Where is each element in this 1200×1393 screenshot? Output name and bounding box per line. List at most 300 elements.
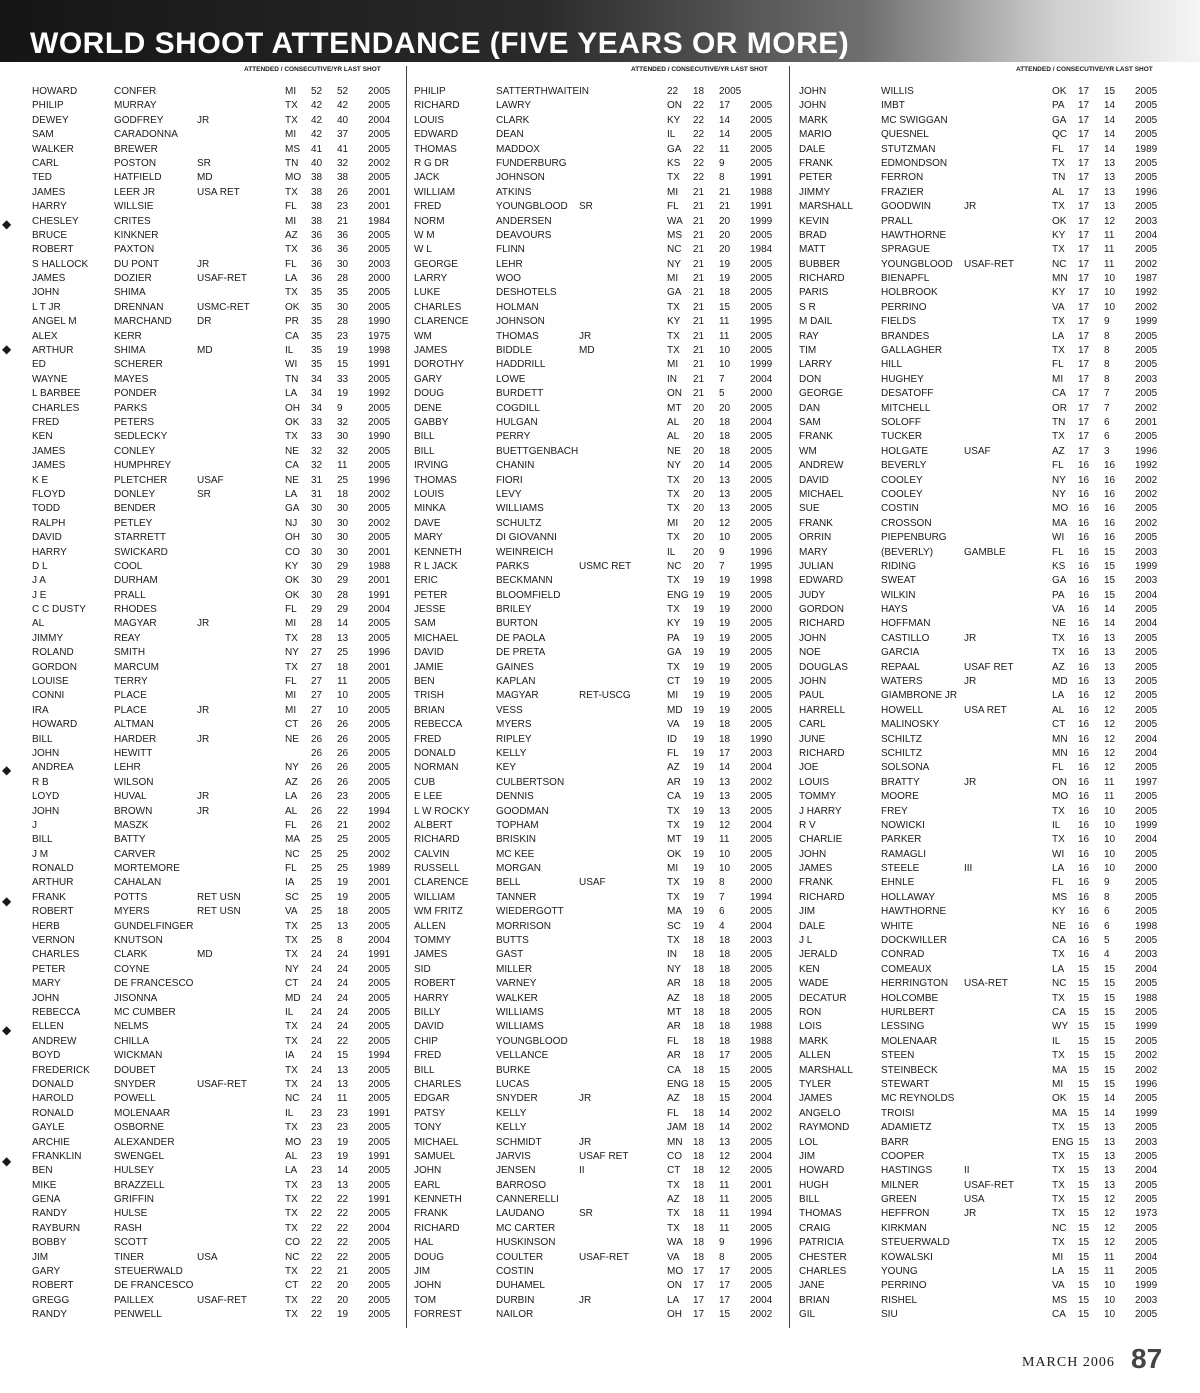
last-name: DE PAOLA [496,632,546,644]
last-name: SNYDER [114,1078,156,1090]
last-shot-year: 2005 [368,1021,391,1033]
suffix: MD [197,345,213,357]
state: CT [1052,719,1066,731]
state: TN [1052,172,1066,184]
state: TX [667,661,680,673]
last-shot-year: 2005 [1135,1266,1158,1278]
state: MI [285,618,297,630]
last-shot-year: 2005 [368,719,391,731]
first-name: REBECCA [414,719,463,731]
first-name: ROBERT [32,244,74,256]
last-shot-year: 1991 [750,201,773,213]
consecutive-count: 10 [337,690,349,702]
attended-count: 22 [311,1208,323,1220]
attended-count: 20 [693,532,705,544]
consecutive-count: 19 [719,661,731,673]
last-name: COOLEY [881,488,923,500]
state: TX [285,1122,298,1134]
last-name: DE FRANCESCO [114,1280,194,1292]
attended-count: 22 [311,1294,323,1306]
last-name: STARRETT [114,532,167,544]
last-name: MILLER [496,963,533,975]
attended-count: 16 [1078,503,1090,515]
consecutive-count: 16 [1104,503,1116,515]
last-shot-year: 2002 [1135,474,1158,486]
first-name: DAVID [799,474,829,486]
last-shot-year: 2002 [1135,258,1158,270]
last-shot-year: 2005 [1135,129,1158,141]
last-name: ADAMIETZ [881,1122,932,1134]
last-name: FUNDERBURG [496,157,567,169]
state: TX [1052,1237,1065,1249]
last-name: DEAN [496,129,524,141]
state: MO [1052,503,1069,515]
first-name: BEN [32,1165,53,1177]
last-shot-year: 2003 [750,747,773,759]
state: OR [1052,402,1067,414]
state: TX [667,474,680,486]
state: TX [667,935,680,947]
attended-count: 20 [693,517,705,529]
first-name: PATRICIA [799,1237,844,1249]
first-name: DALE [799,920,826,932]
last-name: CANNERELLI [496,1194,559,1206]
consecutive-count: 13 [719,791,731,803]
first-name: DOUGLAS [799,661,848,673]
first-name: MARSHALL [799,1064,853,1076]
last-shot-year: 2005 [368,1266,391,1278]
attended-count: 27 [311,661,323,673]
attended-count: 19 [693,719,705,731]
first-name: BUBBER [799,258,841,270]
last-shot-year: 2005 [368,992,391,1004]
first-name: CHESTER [799,1251,847,1263]
state: TX [667,1208,680,1220]
first-name: CONNI [32,690,65,702]
state: TX [667,1179,680,1191]
attended-count: 22 [311,1237,323,1249]
last-name: WOO [496,273,521,285]
first-name: GIL [799,1309,816,1321]
last-name: HUSKINSON [496,1237,556,1249]
consecutive-count: 15 [1104,1035,1116,1047]
consecutive-count: 8 [719,877,725,889]
last-name: CLARK [496,114,530,126]
state: WA [667,1237,683,1249]
state: CA [1052,935,1066,947]
consecutive-count: 14 [1104,114,1116,126]
first-name: FRANK [799,431,833,443]
first-name: CRAIG [799,1222,831,1234]
consecutive-count: 18 [719,1007,731,1018]
consecutive-count: 8 [719,172,725,184]
last-name: BROWN [114,805,153,817]
last-name: COULTER [496,1251,544,1263]
last-name: COGDILL [496,402,540,414]
first-name: BRIAN [414,704,445,716]
last-name: RASH [114,1222,142,1234]
state: TX [1052,316,1065,328]
attended-count: 21 [693,330,705,342]
last-name: GIAMBRONE JR [881,690,958,702]
last-name: GREEN [881,1194,917,1206]
last-shot-year: 2005 [368,244,391,256]
consecutive-count: 10 [719,345,731,357]
last-name: SCHULTZ [496,517,542,529]
last-shot-year: 2005 [750,949,773,961]
first-name: SAMUEL [414,1150,456,1162]
state: LA [1052,963,1065,975]
state: OK [285,589,300,601]
state: VA [1052,604,1065,616]
last-name: HOLCOMBE [881,992,939,1004]
first-name: DALE [799,143,826,155]
attended-count: 20 [693,445,705,457]
last-shot-year: 2005 [1135,330,1158,342]
last-name: HULGAN [496,416,538,428]
last-shot-year: 2004 [750,1093,773,1105]
first-name: R G DR [414,157,449,169]
last-shot-year: 2003 [750,935,773,947]
attended-count: 16 [1078,848,1090,860]
first-name: HARRY [414,992,449,1004]
attended-count: 16 [1078,776,1090,788]
state: CO [285,1237,300,1249]
last-shot-year: 2003 [1135,373,1158,385]
consecutive-count: 13 [719,776,731,788]
last-shot-year: 1988 [368,560,391,572]
consecutive-count: 52 [337,86,349,97]
consecutive-count: 12 [1104,1237,1116,1249]
suffix: USAF-RET [197,1294,247,1306]
consecutive-count: 11 [719,834,730,846]
last-shot-year: 1998 [1135,920,1158,932]
last-name: SCHILTZ [881,733,922,745]
first-name: JAMES [799,863,833,875]
attended-count: 42 [311,114,323,126]
first-name: DOUG [414,1251,444,1263]
last-name: HILL [881,359,903,371]
attended-count: 21 [693,244,705,256]
last-shot-year: 2005 [750,1050,773,1062]
state: TX [1052,244,1065,256]
first-name: LOUIS [414,114,445,126]
attended-count: 18 [693,1194,705,1206]
attended-count: 20 [693,402,705,414]
state: TX [1052,1122,1065,1134]
first-name: HERB [32,920,60,932]
last-name: SCHERER [114,359,163,371]
last-name: CARVER [114,848,156,860]
state: TX [285,1021,298,1033]
consecutive-count: 28 [337,589,349,601]
state: IA [285,1050,295,1062]
consecutive-count: 8 [1104,330,1110,342]
consecutive-count: 30 [337,532,349,544]
consecutive-count: 14 [1104,143,1116,155]
last-name: NAILOR [496,1309,534,1321]
consecutive-count: 18 [337,661,349,673]
attended-count: 24 [311,1093,323,1105]
consecutive-count: 18 [719,719,731,731]
consecutive-count: 15 [337,1050,349,1062]
attended-count: 24 [311,963,323,975]
first-name: GAYLE [32,1122,65,1134]
last-shot-year: 2005 [750,445,773,457]
attended-count: 32 [311,460,323,472]
state: TX [667,819,680,831]
consecutive-count: 28 [337,273,349,285]
attended-count: 17 [1078,229,1090,241]
last-name: MASZK [114,819,149,831]
consecutive-count: 19 [719,258,731,270]
attended-count: 25 [311,891,323,903]
state: IA [285,877,295,889]
first-name: FRED [414,733,442,745]
attended-count: 19 [693,762,705,774]
attended-count: 18 [693,1122,705,1134]
last-name: FERRON [881,172,924,184]
first-name: RANDY [32,1208,68,1220]
consecutive-count: 15 [719,1078,731,1090]
last-name: BARR [881,1136,909,1148]
last-shot-year: 1996 [368,474,391,486]
state: IL [667,129,676,141]
first-name: HUGH [799,1179,829,1191]
consecutive-count: 7 [1104,388,1110,400]
attended-count: 22 [311,1309,323,1321]
consecutive-count: 15 [1104,1007,1116,1018]
attended-count: 19 [693,747,705,759]
attended-count: 38 [311,186,323,198]
first-name: JIM [799,906,816,918]
last-shot-year: 2005 [1135,791,1158,803]
state: FL [285,863,297,875]
attended-count: 31 [311,474,323,486]
consecutive-count: 26 [337,186,349,198]
consecutive-count: 15 [1104,963,1116,975]
first-name: CHARLIE [799,834,843,846]
last-shot-year: 2005 [750,863,773,875]
last-shot-year: 2005 [1135,503,1158,515]
last-name: COOL [114,560,143,572]
attended-count: 26 [311,776,323,788]
last-shot-year: 2005 [750,1064,773,1076]
state: GA [1052,114,1067,126]
state: MO [285,1136,302,1148]
margin-bullet-icon: ◆ [2,1023,12,1037]
state: NJ [285,517,298,529]
attended-count: 16 [1078,935,1090,947]
consecutive-count: 18 [719,733,731,745]
last-name: DOZIER [114,273,152,285]
state: TX [667,877,680,889]
first-name: LOUISE [32,676,69,688]
last-name: BRILEY [496,604,532,616]
attended-count: 17 [1078,373,1090,385]
first-name: GORDON [32,661,77,673]
last-name: ALEXANDER [114,1136,175,1148]
attended-count: 17 [1078,359,1090,371]
consecutive-count: 6 [1104,416,1110,428]
last-name: HAYS [881,604,908,616]
state: LA [285,1165,298,1177]
first-name: FORREST [414,1309,462,1321]
first-name: MIKE [32,1179,57,1191]
consecutive-count: 19 [719,604,731,616]
first-name: CLARENCE [414,316,469,328]
last-name: STEUERWALD [114,1266,183,1278]
state: AZ [285,229,298,241]
attended-count: 17 [1078,273,1090,285]
first-name: JIM [799,1150,816,1162]
consecutive-count: 7 [719,560,725,572]
last-shot-year: 1999 [1135,1107,1158,1119]
consecutive-count: 7 [719,891,725,903]
last-shot-year: 2005 [368,1280,391,1292]
first-name: GORDON [799,604,844,616]
consecutive-count: 18 [719,978,731,990]
last-name: DONLEY [114,488,156,500]
state: MI [285,215,297,227]
suffix: USA RET [197,186,240,198]
state: VA [1052,1280,1065,1292]
first-name: JOHN [799,676,827,688]
state: VA [1052,301,1065,313]
state: IL [1052,819,1061,831]
consecutive-count: 36 [337,244,349,256]
consecutive-count: 14 [1104,604,1116,616]
last-shot-year: 1988 [1135,992,1158,1004]
last-name: KINKNER [114,229,159,241]
attended-count: 15 [1078,1237,1090,1249]
first-name: RICHARD [414,1222,460,1234]
last-shot-year: 2005 [750,517,773,529]
first-name: FRED [414,201,442,213]
consecutive-count: 22 [337,1035,349,1047]
first-name: TRISH [414,690,444,702]
state: TX [1052,1150,1065,1162]
last-shot-year: 2005 [1135,1194,1158,1206]
last-name: LAUDANO [496,1208,545,1220]
suffix: JR [197,733,210,745]
consecutive-count: 16 [1104,517,1116,529]
last-name: STEINBECK [881,1064,938,1076]
consecutive-count: 13 [1104,647,1116,659]
state: NC [667,244,682,256]
first-name: JUNE [799,733,826,745]
consecutive-count: 13 [719,488,731,500]
suffix: JR [964,201,977,213]
attended-count: 16 [1078,589,1090,601]
attended-count: 15 [1078,1150,1090,1162]
consecutive-count: 38 [337,172,349,184]
last-shot-year: 2003 [1135,546,1158,558]
last-shot-year: 2005 [368,776,391,788]
state: MI [1052,373,1064,385]
attended-count: 19 [693,863,705,875]
last-shot-year: 2005 [1135,690,1158,702]
attended-count: 16 [1078,704,1090,716]
first-name: FRANKLIN [32,1150,82,1162]
state: TX [285,1266,298,1278]
attended-count: 28 [311,632,323,644]
state: TX [1052,647,1065,659]
state: MI [667,863,679,875]
last-name: MITCHELL [881,402,931,414]
last-name: KELLY [496,1107,527,1119]
state: CA [667,1064,681,1076]
last-name: JOHNSON [496,316,545,328]
state: WI [285,359,298,371]
state: KY [667,316,681,328]
last-name: CULBERTSON [496,776,565,788]
state: IN [667,949,677,961]
first-name: ROBERT [414,978,456,990]
last-name: PENWELL [114,1309,162,1321]
last-name: HADDRILL [496,359,546,371]
state: VA [667,1251,680,1263]
last-shot-year: 1996 [1135,1078,1158,1090]
state: CT [285,1280,299,1292]
consecutive-count: 13 [337,1064,349,1076]
first-name: EARL [414,1179,441,1191]
last-shot-year: 2005 [368,287,391,299]
last-shot-year: 2003 [1135,1136,1158,1148]
attended-count: 18 [693,1035,705,1047]
consecutive-count: 12 [1104,762,1116,774]
last-name: KAPLAN [496,676,536,688]
attended-count: 23 [311,1150,323,1162]
state: TX [285,949,298,961]
last-name: PARKER [881,834,922,846]
first-name: JOHN [799,848,827,860]
consecutive-count: 15 [1104,1050,1116,1062]
attended-count: 41 [311,143,323,155]
first-name: GABBY [414,416,449,428]
consecutive-count: 21 [337,1266,349,1278]
state: CA [1052,1309,1066,1321]
state: TX [1052,805,1065,817]
first-name: HAL [414,1237,434,1249]
first-name: THOMAS [414,143,457,155]
first-name: HAROLD [32,1093,74,1105]
last-name: KELLY [496,747,527,759]
first-name: FRANK [799,877,833,889]
first-name: RICHARD [799,891,845,903]
consecutive-count: 32 [337,416,349,428]
consecutive-count: 19 [719,575,731,587]
consecutive-count: 16 [1104,532,1116,544]
first-name: FRED [414,1050,442,1062]
last-shot-year: 2003 [1135,215,1158,227]
consecutive-count: 12 [1104,733,1116,745]
attended-count: 26 [311,719,323,731]
consecutive-count: 10 [1104,287,1116,299]
last-name: KEY [496,762,517,774]
last-shot-year: 2005 [1135,719,1158,731]
attended-count: 36 [311,258,323,270]
last-name: ANDERSEN [496,215,552,227]
last-shot-year: 1999 [1135,316,1158,328]
column-header: ATTENDED / CONSECUTIVE/YR LAST SHOT [244,66,381,73]
last-shot-year: 2005 [1135,935,1158,947]
column-divider [406,66,407,1328]
first-name: TONY [414,1122,442,1134]
first-name: CHARLES [414,301,462,313]
state: OK [285,575,300,587]
margin-bullet-icon: ◆ [2,342,12,356]
